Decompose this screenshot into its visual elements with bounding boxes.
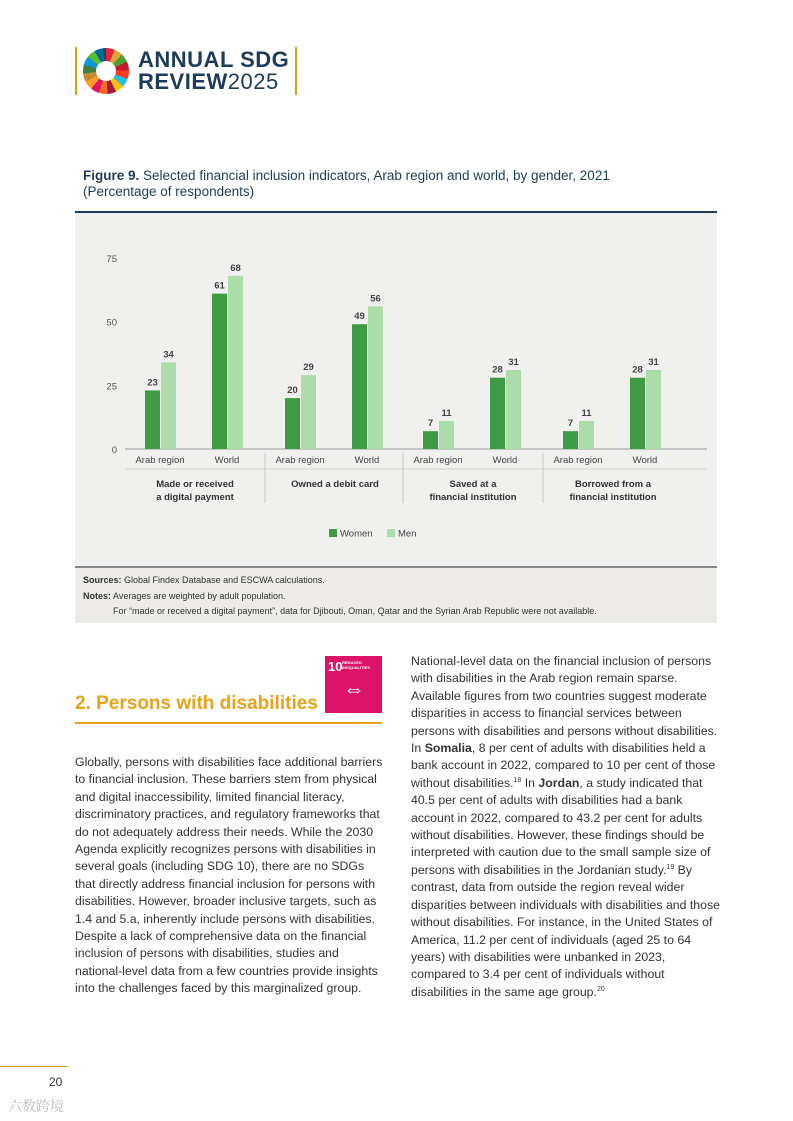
- figure-label: Figure 9.: [83, 168, 140, 183]
- sdg-number: 10: [328, 659, 343, 674]
- group-label: Saved at a: [449, 479, 497, 490]
- figure-title-text: Selected financial inclusion indicators, Arab region and world, by gender, 2021: [143, 168, 610, 183]
- data-label-women: 23: [147, 377, 158, 389]
- data-label-men: 31: [648, 357, 659, 369]
- sdg-10-icon: [325, 656, 382, 713]
- group-label: a digital payment: [156, 492, 234, 503]
- group-label: financial institution: [569, 492, 657, 503]
- legend-swatch: [329, 529, 337, 537]
- category-label: World: [632, 455, 658, 466]
- data-label-men: 11: [441, 407, 452, 419]
- bar-men: [368, 306, 383, 449]
- bar-men: [301, 375, 316, 449]
- bar-men: [439, 421, 454, 449]
- page-number: 20: [49, 1075, 63, 1089]
- data-label-women: 7: [427, 418, 434, 430]
- data-label-men: 29: [303, 362, 314, 374]
- category-label: Arab region: [413, 455, 463, 466]
- bar-women: [145, 390, 160, 449]
- bar-men: [506, 370, 521, 449]
- y-tick-label: 25: [106, 381, 117, 393]
- data-label-women: 61: [214, 280, 225, 292]
- data-label-women: 7: [567, 418, 574, 430]
- data-label-women: 28: [632, 364, 643, 376]
- equality-icon: ⇔: [343, 676, 365, 701]
- watermark: 六数跨境: [8, 1098, 64, 1114]
- data-label-men: 68: [230, 262, 241, 274]
- logo-line-2: REVIEW2025: [138, 69, 279, 94]
- category-label: Arab region: [135, 455, 185, 466]
- bar-women: [563, 431, 578, 449]
- report-logo: [75, 45, 297, 97]
- logo-divider: [75, 47, 77, 95]
- logo-text: [138, 49, 289, 93]
- legend-swatch: [387, 529, 395, 537]
- category-label: World: [354, 455, 380, 466]
- sdg-label: REDUCED INEQUALITIES: [342, 660, 371, 670]
- bar-men: [646, 370, 661, 449]
- y-tick-label: 0: [111, 445, 117, 456]
- sources-line: Sources: Global Findex Database and ESCWA calculations.: [83, 575, 325, 585]
- legend-label: Men: [398, 528, 417, 540]
- category-label: World: [214, 455, 240, 466]
- figure-notes: [75, 568, 717, 623]
- data-label-women: 28: [492, 364, 503, 376]
- bar-men: [579, 421, 594, 449]
- right-column-text: National-level data on the financial inclusion of persons with disabilities in the Arab region remain sparse. Available figures from two countries suggest moderate disparities in access to financial services between persons with disabilities and persons without disabilities. In Somalia, 8 per cent of adults with disabilities held a bank account in 2022, compared to 10 per cent of those without disabilities.$^{18}$ In Jordan, a study indicated that 40.5 per cent of adults with disabilities had a bank account in 2022, compared to 43.2 per cent for adults without disabilities. However, these findings should be interpreted with caution due to the small sample size of persons with disabilities in the Jordanian study.$^{19}$ By contrast, data from outside the region reveal wider disparities between individuals with disabilities and those without disabilities. For instance, in the United States of America, 11.2 per cent of individuals (aged 25 to 64 years) with disabilities were unbanked in 2023, compared to 3.4 per cent of individuals without disabilities in the same age group.$^{20}$: [411, 654, 720, 999]
- figure-title: [83, 168, 713, 200]
- chart-container: [75, 213, 717, 566]
- group-label: financial institution: [429, 492, 517, 503]
- bar-women: [490, 378, 505, 449]
- category-label: Arab region: [275, 455, 325, 466]
- notes-line: Notes: Averages are weighted by adult population.: [83, 591, 286, 601]
- y-tick-label: 75: [106, 254, 117, 265]
- figure-subtitle: (Percentage of respondents): [83, 184, 255, 199]
- bar-men: [161, 362, 176, 449]
- category-label: Arab region: [553, 455, 603, 466]
- group-label: Made or received: [156, 479, 234, 490]
- data-label-men: 31: [508, 357, 519, 369]
- bar-women: [212, 294, 227, 449]
- legend-label: Women: [340, 528, 373, 540]
- bar-women: [630, 378, 645, 449]
- category-label: World: [492, 455, 518, 466]
- group-label: Borrowed from a: [574, 479, 652, 490]
- data-label-men: 11: [581, 407, 592, 419]
- group-label: Owned a debit card: [291, 479, 379, 490]
- bar-chart: [75, 213, 717, 566]
- data-label-women: 49: [354, 311, 365, 323]
- bar-women: [285, 398, 300, 449]
- logo-divider-right: [295, 47, 297, 95]
- y-tick-label: 50: [106, 317, 117, 329]
- bar-men: [228, 276, 243, 449]
- section-rule: [75, 722, 382, 724]
- sdg-wheel-icon: [83, 48, 129, 94]
- section-title: 2. Persons with disabilities: [75, 693, 318, 714]
- left-column-text: Globally, persons with disabilities face additional barriers to financial inclusion. These barriers stem from physical and digital inaccessibility, limited financial literacy, discriminatory practices, and regulatory frameworks that do not adequately address their needs. While the 2030 Agenda explicitly recognizes persons with disabilities in several goals (including SDG 10), there are no SDGs that directly address financial inclusion for persons with disabilities. However, broader inclusive targets, such as 1.4 and 5.a, inherently include persons with disabilities. Despite a lack of comprehensive data on the financial inclusion of persons with disabilities, studies and national-level data from a few countries provide insights into the challenges faced by this marginalized group.: [75, 755, 383, 996]
- data-label-men: 56: [370, 293, 381, 305]
- bar-women: [352, 324, 367, 449]
- notes-line-2: For “made or received a digital payment”, data for Djibouti, Oman, Qatar and the Syrian Arab Republic were not available.: [113, 606, 597, 616]
- footer-rule: [0, 1066, 68, 1067]
- bar-women: [423, 431, 438, 449]
- data-label-men: 34: [163, 349, 174, 361]
- data-label-women: 20: [287, 385, 298, 397]
- logo-line-1: ANNUAL SDG: [138, 47, 290, 72]
